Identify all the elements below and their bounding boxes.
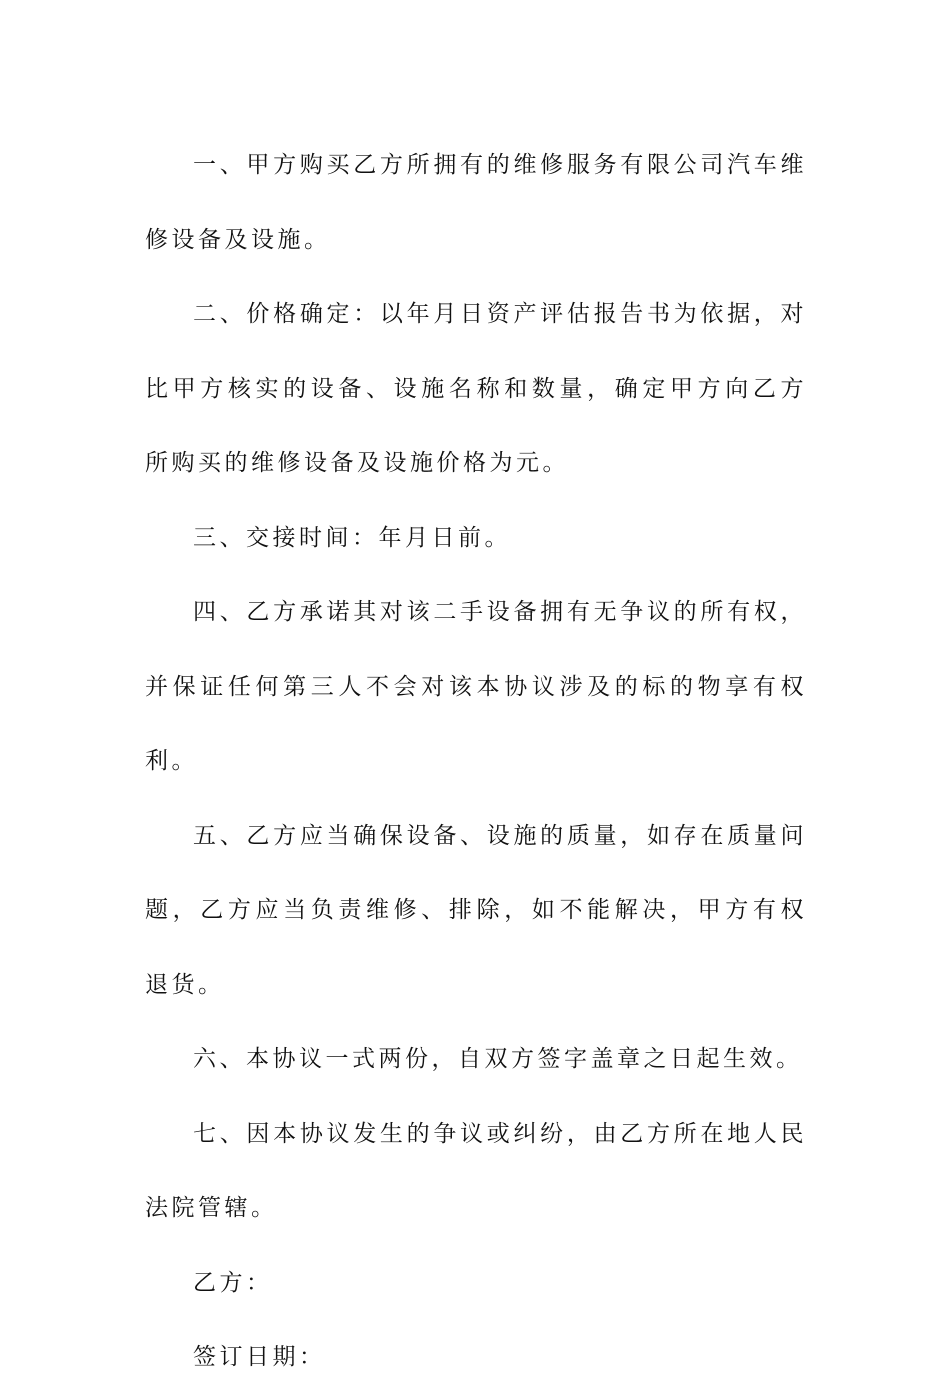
clause-5: 五、乙方应当确保设备、设施的质量，如存在质量问题，乙方应当负责维修、排除，如不能解决，甲方有权退货。 [145, 822, 807, 998]
clause-1: 一、甲方购买乙方所拥有的维修服务有限公司汽车维修设备及设施。 [145, 152, 807, 253]
clause-2: 二、价格确定：以年月日资产评估报告书为依据，对比甲方核实的设备、设施名称和数量，确定甲方向乙方所购买的维修设备及设施价格为元。 [145, 301, 807, 476]
clause-3: 三、交接时间：年月日前。 [193, 524, 511, 551]
signing-date-line: 签订日期： [193, 1344, 326, 1370]
clause-7: 七、因本协议发生的争议或纠纷，由乙方所在地人民法院管辖。 [145, 1120, 807, 1221]
clause-4: 四、乙方承诺其对该二手设备拥有无争议的所有权，并保证任何第三人不会对该本协议涉及的标的物享有权利。 [145, 599, 807, 774]
party-b-signature-line: 乙方： [193, 1269, 273, 1296]
document-body [145, 128, 807, 1395]
clause-6: 六、本协议一式两份，自双方签字盖章之日起生效。 [193, 1046, 803, 1072]
